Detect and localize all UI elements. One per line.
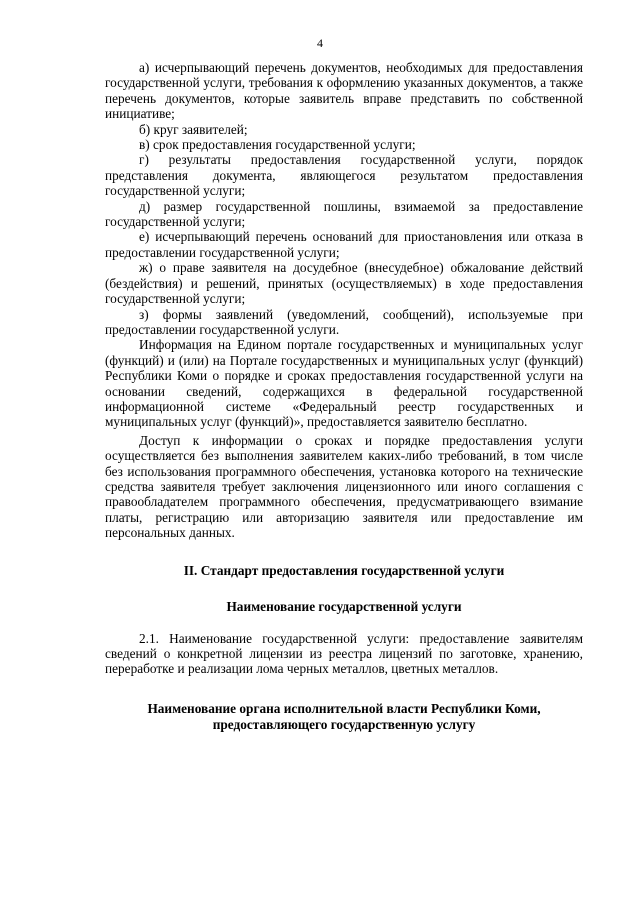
section-heading: II. Стандарт предоставления государственной услуги bbox=[183, 562, 505, 578]
list-item-d: д) размер государственной пошлины, взимаемой за предоставление государственной услуги; bbox=[105, 198, 583, 230]
subheading-authority bbox=[105, 701, 583, 733]
list-item-a: а) исчерпывающий перечень документов, необходимых для предоставления государственной услуги, требования к оформлению указанных документов, а также перечень документов, которые заявитель вправе представить по собственной инициативе; bbox=[105, 60, 583, 122]
subheading-service-name: Наименование государственной услуги bbox=[226, 598, 462, 614]
document-body bbox=[105, 60, 583, 733]
subheading-authority-line2: предоставляющего государственную услугу bbox=[212, 716, 476, 732]
page-number: 4 bbox=[317, 36, 323, 50]
list-item-g: г) результаты предоставления государственной услуги, порядок представления документа, являющегося результатом предоставления государственной услуги; bbox=[105, 152, 583, 199]
list-item-v: в) срок предоставления государственной услуги; bbox=[139, 137, 416, 153]
paragraph-info: Информация на Едином портале государственных и муниципальных услуг (функций) и (или) на Портале государственных и муниципальных услуг (функций) Республики Коми о порядке и сроках предоставления государственной услуги на основании сведений, содержащихся в федеральной государственной информационной системе «Федеральный реестр государственных и муниципальных услуг (функций)», предоставляется заявителю бесплатно. bbox=[105, 337, 583, 430]
list-item-e: е) исчерпывающий перечень оснований для приостановления или отказа в предоставлении государственной услуги; bbox=[105, 229, 583, 260]
paragraph-access: Доступ к информации о сроках и порядке предоставления услуги осуществляется без выполнения заявителем каких-либо требований, в том числе без использования программного обеспечения, установка которого на технические средства заявителя требует заключения лицензионного или иного соглашения с правообладателем программного обеспечения, предусматривающего взимание платы, регистрацию или авторизацию заявителя или предоставление им персональных данных. bbox=[105, 432, 583, 541]
subheading-authority-line1: Наименование органа исполнительной власти Республики Коми, bbox=[147, 700, 541, 716]
list-item-zh: ж) о праве заявителя на досудебное (внесудебное) обжалование действий (бездействия) и решений, принятых (осуществляемых) в ходе предоставления государственной услуги; bbox=[105, 260, 583, 307]
list-item-z: з) формы заявлений (уведомлений, сообщений), используемые при предоставлении государственной услуги. bbox=[105, 306, 583, 337]
paragraph-2-1: 2.1. Наименование государственной услуги: предоставление заявителям сведений о конкретной лицензии из реестра лицензий по заготовке, хранению, переработке и реализации лома черных металлов, цветных металлов. bbox=[105, 630, 583, 677]
list-item-b: б) круг заявителей; bbox=[139, 121, 248, 137]
